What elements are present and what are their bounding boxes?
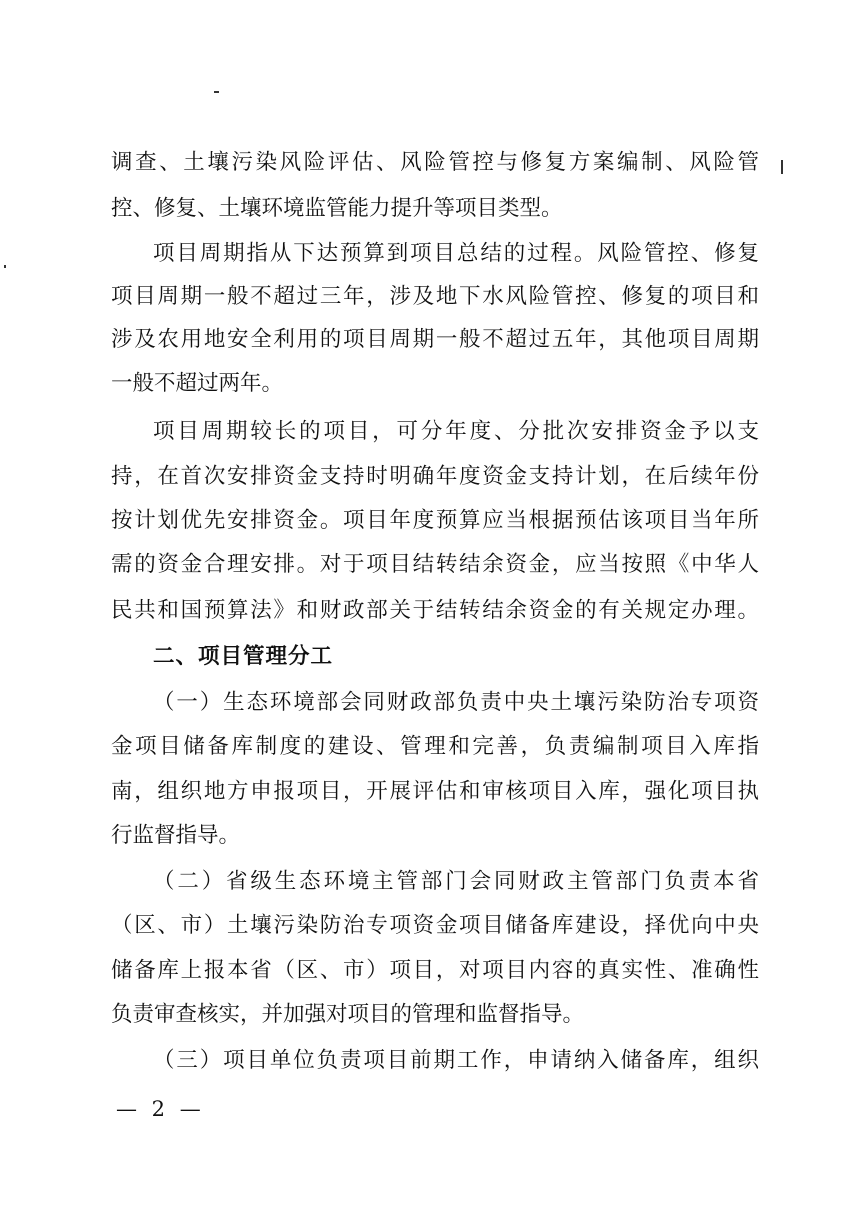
body-line: （一）生态环境部会同财政部负责中央土壤污染防治专项资	[153, 690, 759, 715]
body-line: 需的资金合理安排。对于项目结转结余资金，应当按照《中华人	[111, 552, 759, 577]
page-number: — 2 —	[116, 1097, 205, 1121]
scan-mark-right	[781, 160, 783, 174]
body-line: 一般不超过两年。	[111, 371, 284, 396]
body-line: 行监督指导。	[111, 823, 241, 848]
body-line: （三）项目单位负责项目前期工作，申请纳入储备库，组织	[153, 1048, 759, 1073]
body-line: （区、市）土壤污染防治专项资金项目储备库建设，择优向中央	[111, 913, 759, 938]
body-line: 金项目储备库制度的建设、管理和完善，负责编制项目入库指	[111, 734, 759, 759]
body-line: （二）省级生态环境主管部门会同财政主管部门负责本省	[153, 869, 759, 894]
body-line: 按计划优先安排资金。项目年度预算应当根据预估该项目当年所	[111, 508, 759, 533]
body-line: 项目周期较长的项目，可分年度、分批次安排资金予以支	[153, 419, 759, 444]
body-line: 持，在首次安排资金支持时明确年度资金支持计划，在后续年份	[111, 464, 759, 489]
body-line: 负责审查核实，并加强对项目的管理和监督指导。	[111, 1002, 585, 1027]
body-line: 民共和国预算法》和财政部关于结转结余资金的有关规定办理。	[111, 598, 759, 623]
body-line: 项目周期一般不超过三年，涉及地下水风险管控、修复的项目和	[111, 284, 759, 309]
scan-speck	[214, 91, 219, 93]
body-line: 储备库上报本省（区、市）项目，对项目内容的真实性、准确性	[111, 958, 759, 983]
body-line: 控、修复、土壤环境监管能力提升等项目类型。	[111, 196, 563, 221]
scan-speck-left	[4, 265, 6, 268]
body-line: 调查、土壤污染风险评估、风险管控与修复方案编制、风险管	[111, 150, 759, 175]
body-line: 项目周期指从下达预算到项目总结的过程。风险管控、修复	[153, 241, 759, 266]
section-heading: 二、项目管理分工	[153, 644, 334, 669]
body-line: 涉及农用地安全利用的项目周期一般不超过五年，其他项目周期	[111, 327, 759, 352]
body-line: 南，组织地方申报项目，开展评估和审核项目入库，强化项目执	[111, 779, 759, 804]
